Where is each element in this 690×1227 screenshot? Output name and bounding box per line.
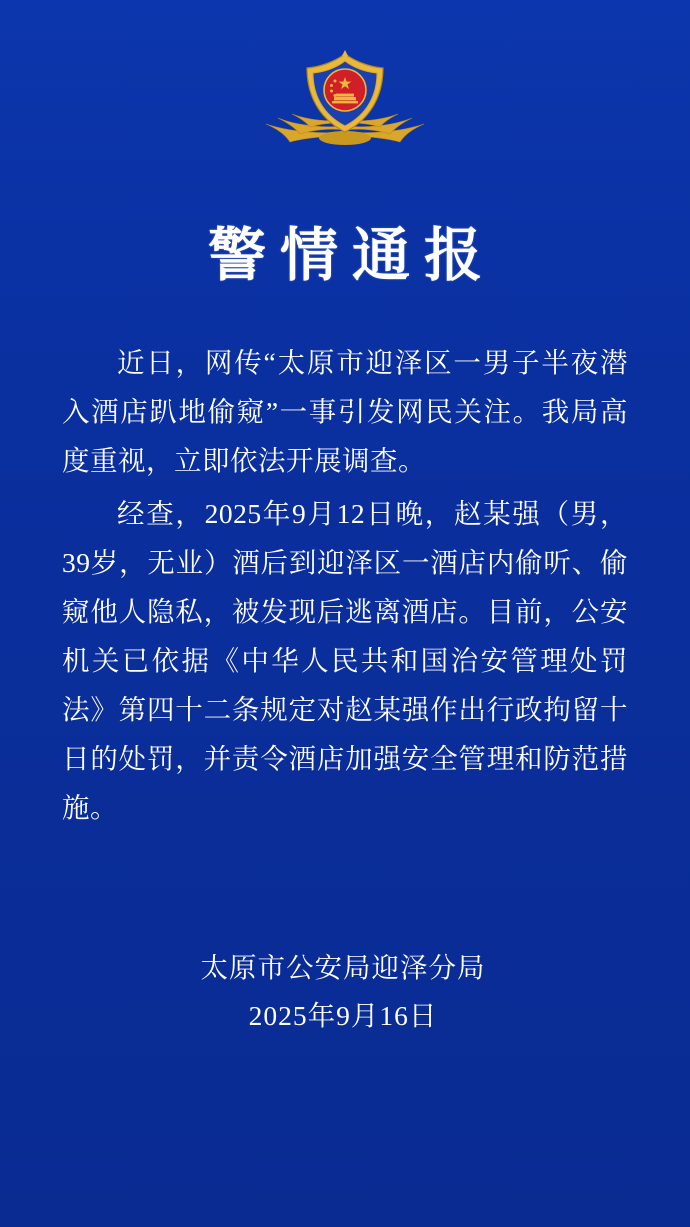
signature-organization: 太原市公安局迎泽分局: [200, 952, 486, 983]
china-police-emblem-icon: [250, 48, 440, 158]
signature-block: [62, 944, 628, 1040]
notice-body: [62, 338, 628, 832]
page-title: 警情通报: [207, 223, 496, 288]
paragraph-1: 近日，网传“太原市迎泽区一男子半夜潜入酒店趴地偷窥”一事引发网民关注。我局高度重视，立即依法开展调查。: [62, 347, 628, 476]
paragraph-2: 经查，2025年9月12日晚，赵某强（男，39岁，无业）酒后到迎泽区一酒店内偷听、偷窥他人隐私，被发现后逃离酒店。目前，公安机关已依据《中华人民共和国治安管理处罚法》第四十二条规定对赵某强作出行政拘留十日的处罚，并责令酒店加强安全管理和防范措施。: [62, 498, 628, 823]
signature-date: 2025年9月16日: [248, 1000, 438, 1031]
emblem-container: [62, 0, 628, 166]
